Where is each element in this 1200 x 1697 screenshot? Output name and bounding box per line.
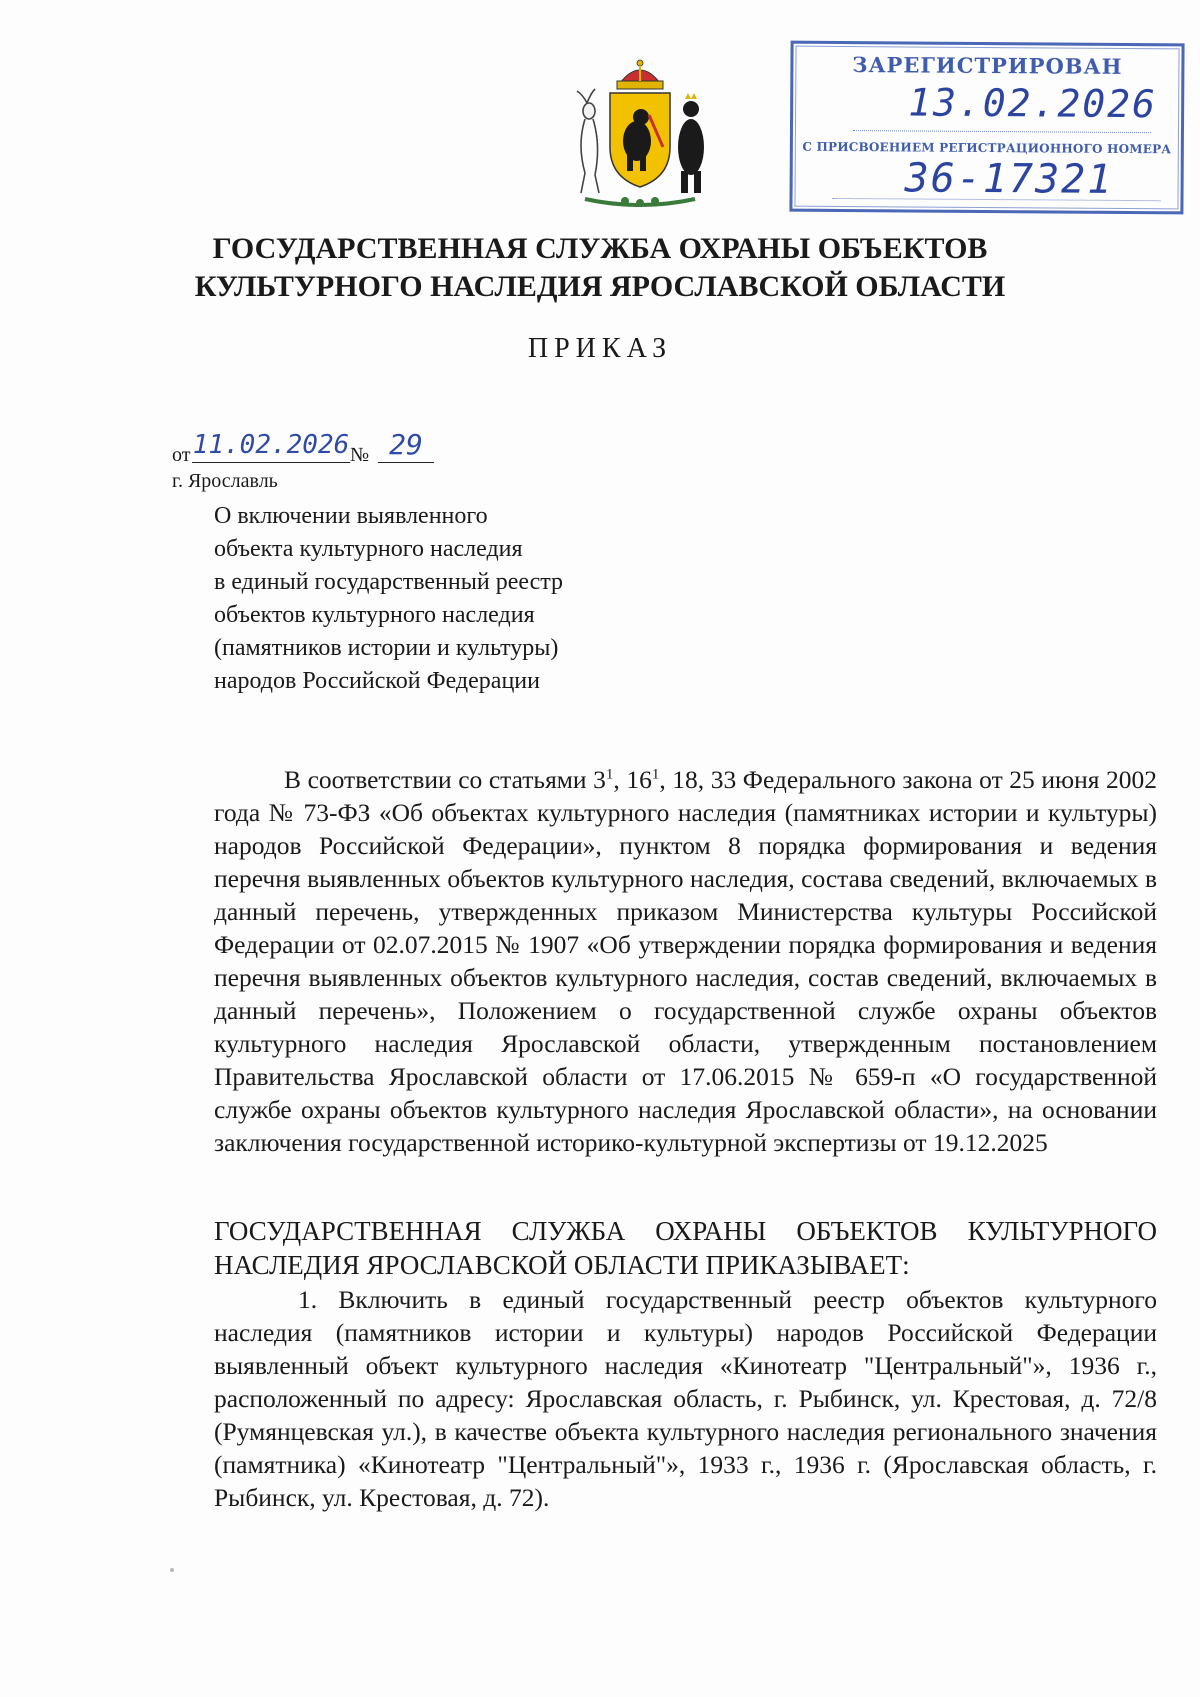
organization-title-line2: КУЛЬТУРНОГО НАСЛЕДИЯ ЯРОСЛАВСКОЙ ОБЛАСТИ (194, 270, 1006, 303)
subject-line: О включении выявленного (214, 503, 488, 529)
stamp-title: ЗАРЕГИСТРИРОВАН (852, 52, 1123, 79)
coat-of-arms-icon (565, 55, 715, 215)
stamp-divider (853, 130, 1151, 133)
preamble-text: , 18, 33 Федерального закона от 25 июня 2002 года № 73-ФЗ «Об объектах культурного наследия (памятниках истории и культуры) народов Российской Федерации», пунктом 8 порядка формирования и ведения перечня выявленных объектов культурного наследия, состава сведений, включаемых в данный перечень, утвержденных приказом Министерства культуры Российской Федерации от 02.07.2015 № 1907 «Об утверждении порядка формирования и ведения перечня выявленных объектов культурного наследия, состав сведений, включаемых в данный перечень», Положением о государственной службе охраны объектов культурного наследия Ярославской области, утвержденным постановлением Правительства Ярославской области от 17.06.2015 № 659-п «О государственной службе охраны объектов культурного наследия Ярославской области», на основании заключения государственной историко-культурной экспертизы от 19.12.2025 (214, 765, 1158, 1157)
document-type: ПРИКАЗ (527, 333, 673, 364)
order-item-1: 1. Включить в единый государственный реестр объектов культурного наследия (памятников истории и культуры) народов Российской Федерации выявленный объект культурного наследия «Кинотеатр "Центральный"», 1936 г., расположенный по адресу: Ярославская область, г. Рыбинск, ул. Крестовая, д. 72/8 (Румянцевская ул.), в качестве объекта культурного наследия регионального значения (памятника) «Кинотеатр "Центральный"», 1933 г., 1936 г. (Ярославская область, г. Рыбинск, ул. Крестовая, д. 72). (214, 1285, 1157, 1512)
date-label: от (172, 444, 191, 466)
scan-speck (170, 1568, 174, 1572)
stamp-registration-number: 36-17321 (904, 155, 1114, 203)
order-subject (214, 500, 674, 698)
stamp-note: С ПРИСВОЕНИЕМ РЕГИСТРАЦИОННОГО НОМЕРА (802, 139, 1172, 157)
crown-icon (617, 60, 663, 89)
order-number: 29 (378, 428, 434, 463)
order-date: 11.02.2026 (192, 428, 350, 463)
order-date-number (172, 428, 452, 468)
preamble-paragraph (214, 763, 1157, 1159)
orders-heading: ГОСУДАРСТВЕННАЯ СЛУЖБА ОХРАНЫ ОБЪЕКТОВ КУЛЬТУРНОГО НАСЛЕДИЯ ЯРОСЛАВСКОЙ ОБЛАСТИ ПРИКАЗЫВАЕТ: (214, 1216, 1157, 1280)
subject-line: объекта культурного наследия (214, 536, 523, 562)
preamble-text: В соответствии со статьями 3 (284, 765, 606, 794)
city: г. Ярославль (172, 470, 278, 492)
stamp-date: 13.02.2026 (908, 80, 1158, 127)
subject-line: (памятников истории и культуры) (214, 635, 559, 661)
subject-line: объектов культурного наследия (214, 602, 535, 628)
superscript: 1 (651, 766, 660, 783)
bear-supporter-icon (678, 93, 704, 193)
organization-title-line1: ГОСУДАРСТВЕННАЯ СЛУЖБА ОХРАНЫ ОБЪЕКТОВ (212, 232, 988, 265)
deer-icon (577, 89, 599, 193)
superscript: 1 (605, 766, 614, 783)
preamble-text: , 16 (613, 765, 652, 794)
subject-line: народов Российской Федерации (214, 668, 540, 694)
number-label: № (350, 444, 370, 466)
registration-stamp (789, 41, 1184, 215)
subject-line: в единый государственный реестр (214, 569, 564, 595)
